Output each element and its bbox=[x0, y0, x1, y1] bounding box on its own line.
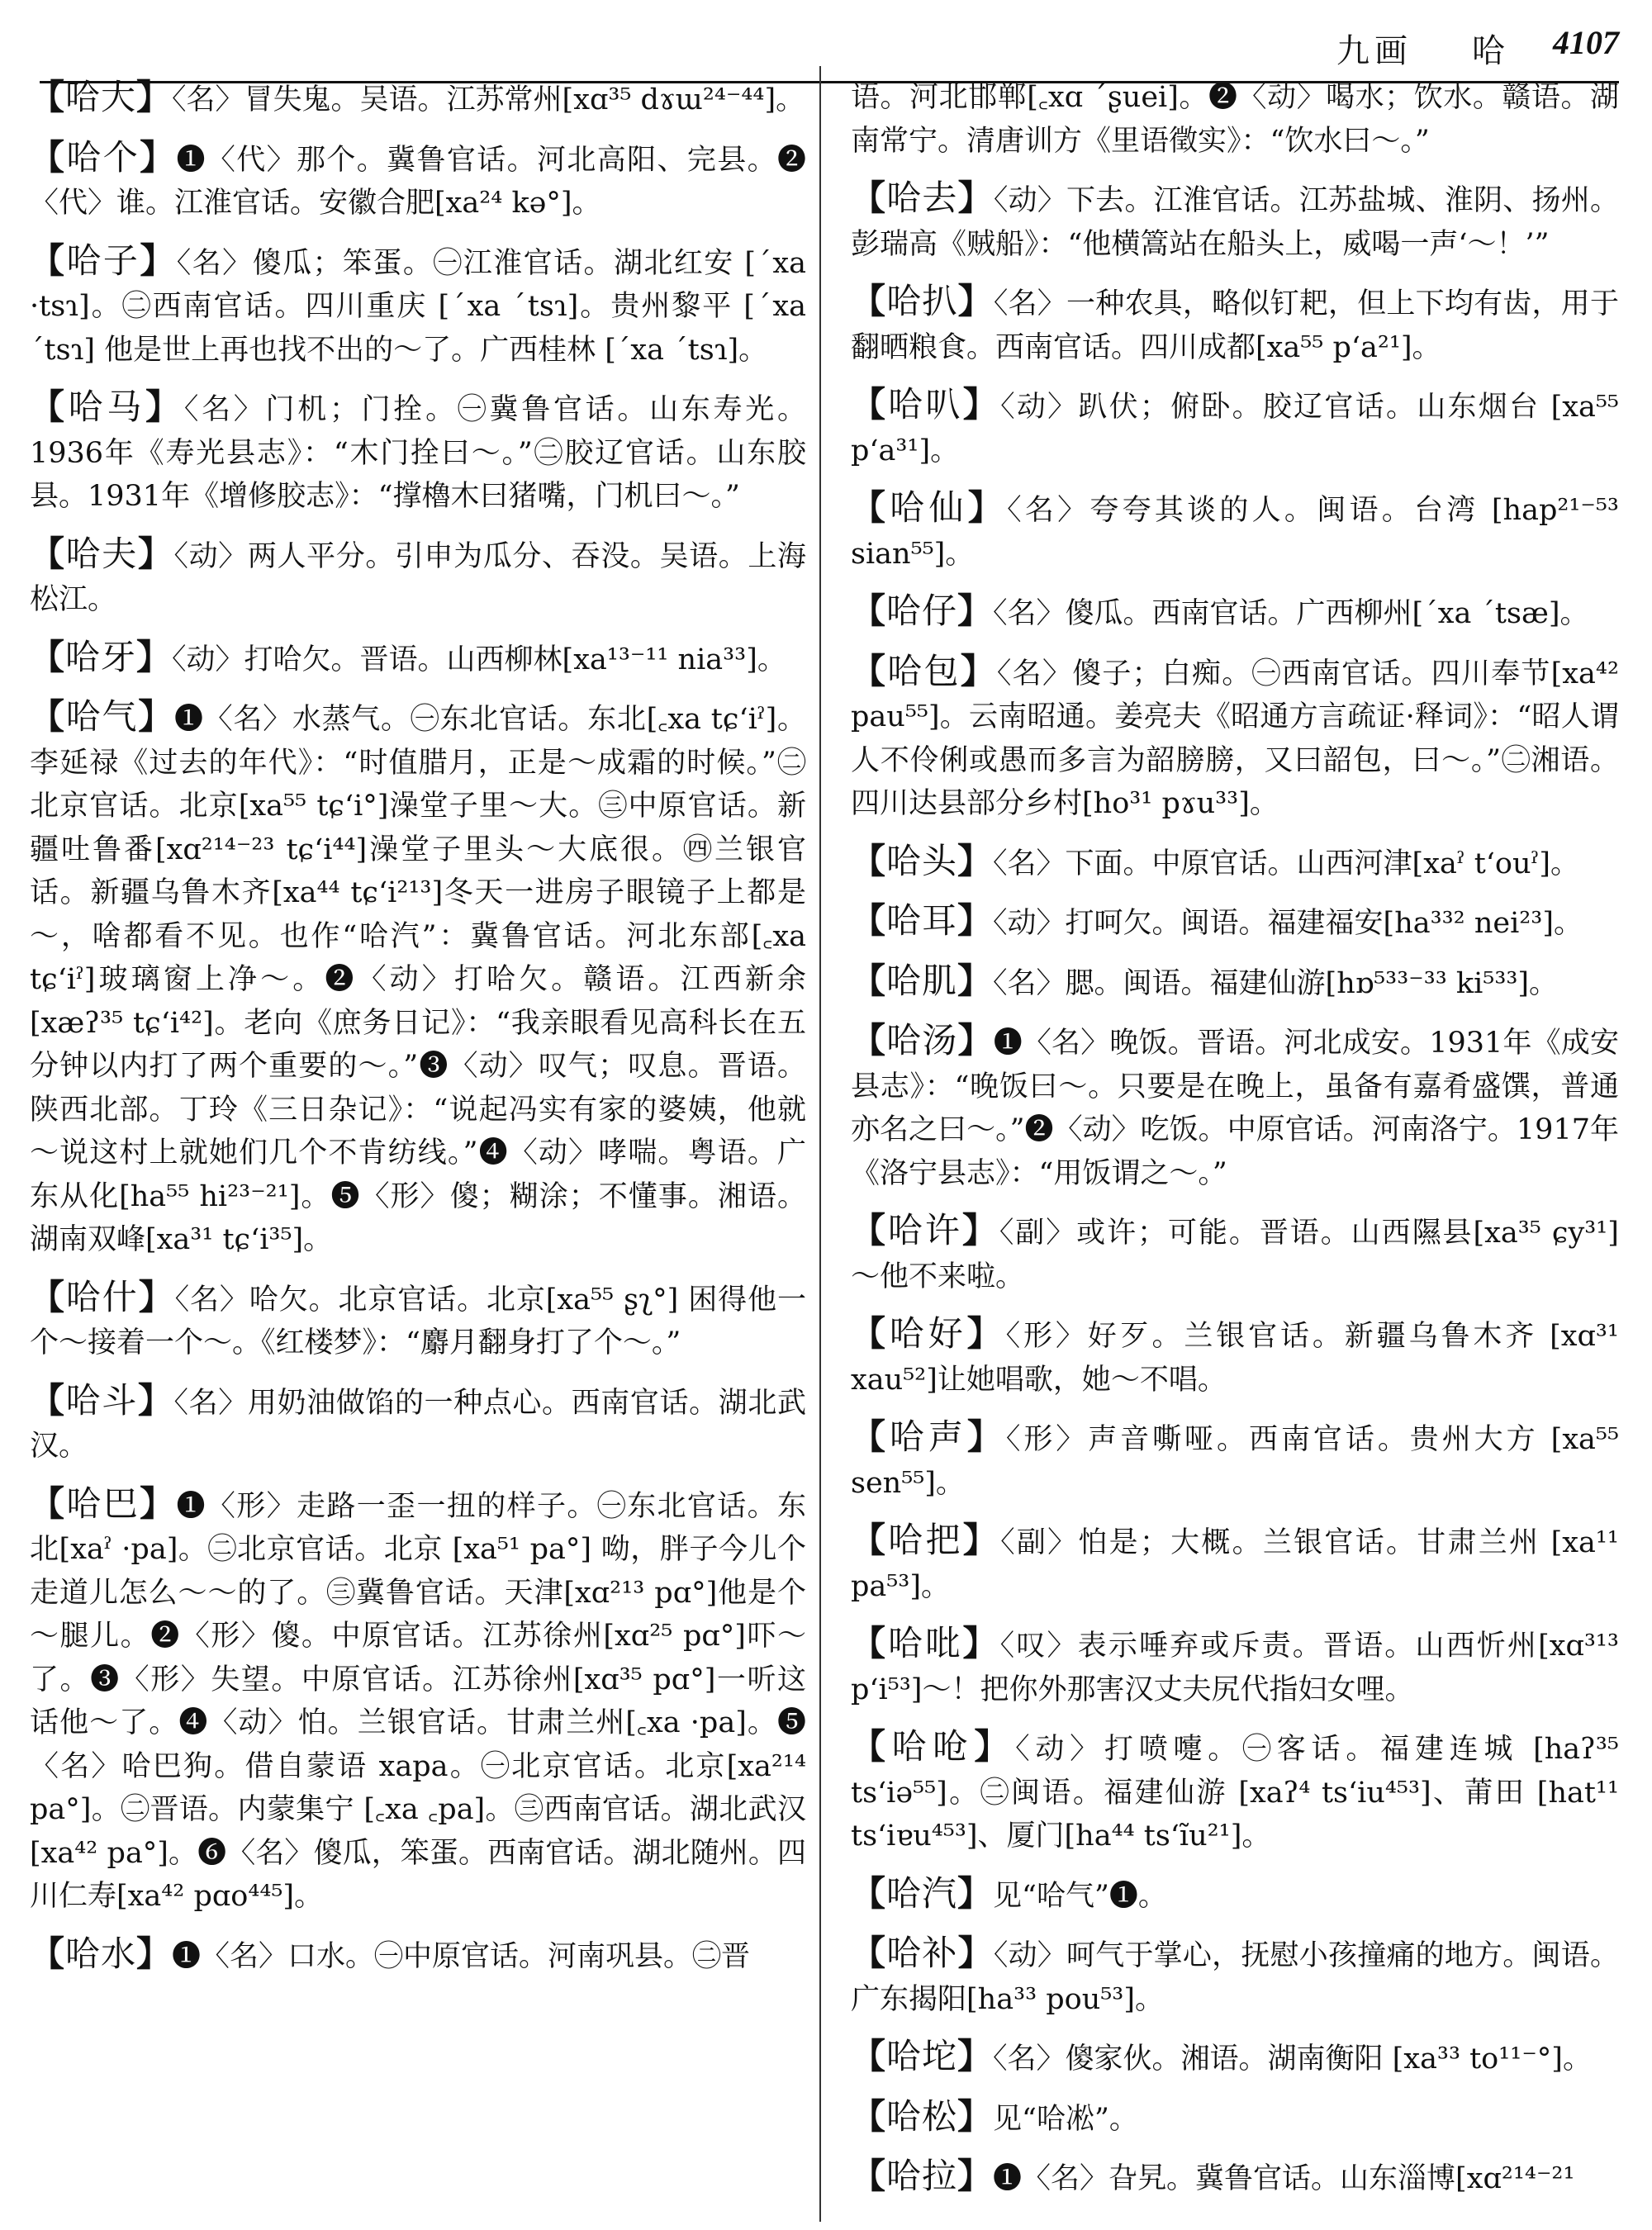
entry-definition: 〈名〉门机；门拴。㊀冀鲁官话。山东寿光。1936年《寿光县志》：“木门拴曰～。”㊁胶辽官话。山东胶县。1931年《增修胶志》：“撑櫓木曰猪嘴，门机曰～。” bbox=[30, 393, 806, 513]
entry-definition: 〈名〉哈欠。北京官话。北京[xa⁵⁵ ʂʅ°] 困得他一个～接着一个～。《红楼梦》：“麝月翻身打了个～。” bbox=[30, 1283, 806, 1359]
dictionary-entry bbox=[851, 1622, 1619, 1711]
dictionary-entry bbox=[851, 1209, 1619, 1298]
dictionary-entry bbox=[851, 177, 1619, 266]
entry-definition: 〈副〉怕是；大概。兰银官话。甘肃兰州 [xa¹¹ pa⁵³]。 bbox=[851, 1526, 1619, 1603]
entry-headword: 【哈叭】 bbox=[851, 384, 1001, 425]
entry-headword: 【哈拉】 bbox=[851, 2156, 994, 2196]
dictionary-entry bbox=[30, 76, 806, 122]
column-divider bbox=[819, 66, 821, 2222]
dictionary-entry bbox=[30, 1379, 806, 1468]
entry-definition: 〈名〉用奶油做馅的一种点心。西南官话。湖北武汉。 bbox=[30, 1386, 806, 1463]
entry-headword: 【哈头】 bbox=[851, 840, 994, 881]
dictionary-entry bbox=[851, 899, 1619, 946]
entry-definition: ❶〈形〉走路一歪一扭的样子。㊀东北官话。东北[xaˀ ·pa]。㊁北京官话。北京 [xa⁵¹ pa°] 呦，胖子今儿个走道儿怎么～～的了。㊂冀鲁官话。天津[xɑ²¹³ pɑ°]他是个～腿儿。❷〈形〉傻。中原官话。江苏徐州[xɑ²⁵ pɑ°]吓～了。❸〈形〉失望。中原官话。江苏徐州[xɑ³⁵ pɑ°]一听这话他～了。❹〈动〉怕。兰银官话。甘肃兰州[꜀xa ·pa]。❺〈名〉哈巴狗。借自蒙语 xapa。㊀北京官话。北京[xa²¹⁴ pa°]。㊁晋语。内蒙集宁 [꜀xa ꜀pa]。㊂西南官话。湖北武汉[xa⁴² pa°]。❻〈名〉傻瓜，笨蛋。西南官话。湖北随州。四川仁寿[xa⁴² pɑo⁴⁴⁵]。 bbox=[30, 1489, 806, 1913]
entry-headword: 【哈汤】 bbox=[851, 1020, 994, 1060]
dictionary-entry bbox=[851, 1019, 1619, 1195]
entry-definition: 〈名〉冒失鬼。吴语。江苏常州[xɑ³⁵ dɤɯ²⁴⁻⁴⁴]。 bbox=[172, 83, 805, 116]
entry-headword: 【哈吡】 bbox=[851, 1623, 1000, 1663]
dictionary-entry bbox=[851, 486, 1619, 576]
entry-headword: 【哈补】 bbox=[851, 1933, 994, 1973]
entry-headword: 【哈气】 bbox=[30, 696, 174, 737]
dictionary-entry bbox=[851, 2035, 1619, 2081]
dictionary-entry bbox=[851, 1872, 1619, 1919]
entry-headword: 【哈声】 bbox=[851, 1416, 1006, 1457]
entry-definition: 〈动〉打哈欠。晋语。山西柳林[xa¹³⁻¹¹ nia³³]。 bbox=[172, 643, 786, 676]
dictionary-entry bbox=[851, 650, 1619, 826]
entry-headword: 【哈牙】 bbox=[30, 636, 173, 677]
dictionary-entry bbox=[30, 533, 806, 622]
dictionary-entry bbox=[851, 76, 1619, 163]
dictionary-entry bbox=[851, 280, 1619, 369]
left-column bbox=[30, 76, 806, 1992]
dictionary-entry bbox=[30, 636, 806, 682]
entry-headword: 【哈许】 bbox=[851, 1210, 999, 1250]
entry-definition: ❶〈名〉口水。㊀中原官话。河南巩县。㊁晋 bbox=[172, 1939, 751, 1973]
entry-headword: 【哈马】 bbox=[30, 387, 184, 427]
entry-definition: 〈动〉两人平分。引申为瓜分、吞没。吴语。上海松江。 bbox=[30, 539, 806, 616]
entry-definition: 〈名〉傻子；白痴。㊀西南官话。四川奉节[xa⁴² pau⁵⁵]。云南昭通。姜亮夫《昭通方言疏证·释词》：“昭人谓人不伶俐或愚而多言为韶膀膀，又曰韶包，曰～。”㊁湘语。四川达县部分乡村[ho³¹ pɤu³³]。 bbox=[851, 657, 1619, 820]
entry-definition: 见“哈凇”。 bbox=[993, 2102, 1138, 2136]
dictionary-entry bbox=[30, 1933, 806, 1979]
entry-definition: ❶〈名〉水蒸气。㊀东北官话。东北[꜀xa tɕʻiˀ]。李延禄《过去的年代》：“时值腊月，正是～成霜的时候。”㊁北京官话。北京[xa⁵⁵ tɕʻi°]澡堂子里～大。㊂中原官话。新疆吐鲁番[xɑ²¹⁴⁻²³ tɕʻi⁴⁴]澡堂子里头～大底很。㊃兰银官话。新疆乌鲁木齐[xa⁴⁴ tɕʻi²¹³]冬天一进房子眼镜子上都是～，啥都看不见。也作“哈汽”：冀鲁官话。河北东部[꜀xa tɕʻiˀ]玻璃窗上净～。❷〈动〉打哈欠。赣语。江西新余[xæʔ³⁵ tɕʻi⁴²]。老向《庶务日记》：“我亲眼看见高科长在五分钟以内打了两个重要的～。”❸〈动〉叹气；叹息。晋语。陕西北部。丁玲《三日杂记》：“说起冯实有家的婆姨，他就～说这村上就她们几个不肯纺线。”❹〈动〉哮喘。粤语。广东从化[ha⁵⁵ hi²³⁻²¹]。❺〈形〉傻；糊涂；不懂事。湘语。湖南双峰[xa³¹ tɕʻi³⁵]。 bbox=[30, 703, 806, 1256]
entry-headword: 【哈仙】 bbox=[851, 487, 1008, 528]
dictionary-entry bbox=[30, 386, 806, 519]
entry-definition: 〈动〉打呵欠。闽语。福建福安[ha³³² nei²³]。 bbox=[993, 907, 1583, 940]
entry-headword: 【哈好】 bbox=[851, 1313, 1006, 1354]
entry-definition: 〈名〉一种农具，略似钉耙，但上下均有齿，用于翻晒粮食。西南官话。四川成都[xa⁵⁵ pʻa²¹]。 bbox=[851, 287, 1619, 364]
entry-headword: 【哈把】 bbox=[851, 1520, 1001, 1560]
dictionary-entry bbox=[851, 1932, 1619, 2021]
entry-definition: 〈副〉或许；可能。晋语。山西隰县[xa³⁵ ɕy³¹] ～他不来啦。 bbox=[851, 1217, 1619, 1293]
dictionary-entry bbox=[851, 2095, 1619, 2142]
dictionary-entry bbox=[30, 240, 806, 372]
entry-headword: 【哈耳】 bbox=[851, 900, 994, 941]
dictionary-entry bbox=[30, 1483, 806, 1919]
entry-definition: 见“哈气”❶。 bbox=[993, 1879, 1167, 1913]
entry-definition: 〈动〉趴伏；俯卧。胶辽官话。山东烟台 [xa⁵⁵ pʻa³¹]。 bbox=[851, 391, 1619, 467]
entry-headword: 【哈肌】 bbox=[851, 960, 994, 1001]
dictionary-entry bbox=[851, 2155, 1619, 2201]
entry-definition: 〈名〉下面。中原官话。山西河津[xaˀ tʻouˀ]。 bbox=[993, 847, 1580, 880]
dictionary-entry bbox=[851, 590, 1619, 636]
entry-headword: 【哈扒】 bbox=[851, 281, 994, 321]
entry-headword: 【哈夫】 bbox=[30, 533, 174, 574]
entry-headword: 【哈子】 bbox=[30, 240, 177, 281]
dictionary-entry bbox=[851, 1725, 1619, 1858]
entry-definition: 〈名〉腮。闽语。福建仙游[hɒ⁵³³⁻³³ ki⁵³³]。 bbox=[993, 966, 1559, 1000]
entry-definition: 语。河北邯郸[꜀xɑ ˊʂuei]。❷〈动〉喝水；饮水。赣语。湖南常宁。清唐训方《里语徵实》：“饮水曰～。” bbox=[851, 81, 1619, 158]
entry-headword: 【哈包】 bbox=[851, 650, 997, 691]
dictionary-entry bbox=[851, 960, 1619, 1006]
dictionary-entry bbox=[851, 1312, 1619, 1402]
entry-headword: 【哈水】 bbox=[30, 1933, 173, 1974]
entry-headword: 【哈个】 bbox=[30, 136, 177, 178]
entry-headword: 【哈巴】 bbox=[30, 1483, 177, 1524]
entry-definition: 〈动〉呵气于掌心，抚慰小孩撞痛的地方。闽语。广东揭阳[ha³³ pou⁵³]。 bbox=[851, 1939, 1619, 2016]
entry-headword: 【哈仔】 bbox=[851, 591, 994, 631]
entry-definition: 〈名〉夸夸其谈的人。闽语。台湾 [hap²¹⁻⁵³ sian⁵⁵]。 bbox=[851, 494, 1619, 571]
entry-definition: ❶〈名〉晚饭。晋语。河北成安。1931年《成安县志》：“晚饭曰～。只要是在晚上，虽备有嘉肴盛馔，普通亦名之曰～。”❷〈动〉吃饭。中原官话。河南洛宁。1917年《洛宁县志》：“用饭谓之～。” bbox=[851, 1027, 1619, 1190]
entry-definition: 〈形〉声音嘶哑。西南官话。贵州大方 [xa⁵⁵ sen⁵⁵]。 bbox=[851, 1423, 1619, 1500]
entry-definition: 〈动〉下去。江淮官话。江苏盐城、淮阴、扬州。彭瑞高《贼船》：“他横篙站在船头上，威喝一声‘～！’” bbox=[851, 184, 1619, 261]
entry-headword: 【哈斗】 bbox=[30, 1379, 174, 1421]
section-title: 九画 bbox=[1336, 32, 1412, 70]
entry-definition: 〈形〉好歹。兰银官话。新疆乌鲁木齐 [xɑ³¹ xau⁵²]让她唱歌，她～不唱。 bbox=[851, 1320, 1619, 1397]
entry-definition: 〈名〉傻瓜。西南官话。广西柳州[ˊxa ˊtsæ]。 bbox=[993, 597, 1589, 630]
entry-definition: ❶〈代〉那个。冀鲁官话。河北高阳、完县。❷〈代〉谁。江淮官话。安徽合肥[xa²⁴ kə°]。 bbox=[30, 143, 806, 220]
page-number: 4107 bbox=[1553, 24, 1619, 61]
entry-headword: 【哈坨】 bbox=[851, 2036, 994, 2076]
dictionary-entry bbox=[851, 1416, 1619, 1505]
right-column bbox=[851, 76, 1619, 2215]
header-character: 哈 bbox=[1472, 32, 1505, 70]
dictionary-entry bbox=[851, 383, 1619, 472]
entry-headword: 【哈呛】 bbox=[851, 1726, 1016, 1767]
dictionary-entry bbox=[851, 840, 1619, 886]
entry-headword: 【哈去】 bbox=[851, 178, 994, 218]
entry-headword: 【哈什】 bbox=[30, 1276, 175, 1317]
dictionary-entry bbox=[30, 136, 806, 225]
entry-definition: ❶〈名〉旮旯。冀鲁官话。山东淄博[xɑ²¹⁴⁻²¹ bbox=[993, 2162, 1575, 2195]
entry-headword: 【哈汽】 bbox=[851, 1872, 994, 1914]
page-header bbox=[0, 18, 1652, 76]
entry-definition: 〈叹〉表示唾弃或斥责。晋语。山西忻州[xɑ³¹³ pʻi⁵³]～！把你外那害汉丈夫尻代指妇女哩。 bbox=[851, 1630, 1619, 1706]
entry-definition: 〈名〉傻家伙。湘语。湖南衡阳 [xa³³ to¹¹⁻°]。 bbox=[993, 2043, 1592, 2076]
dictionary-entry bbox=[30, 1276, 806, 1365]
entry-definition: 〈动〉打喷嚏。㊀客话。福建连城 [haʔ³⁵ tsʻiə⁵⁵]。㊁闽语。福建仙游 [xaʔ⁴ tsʻiu⁴⁵³]、莆田 [hat¹¹ tsʻiɐu⁴⁵³]、厦门[ha⁴⁴ tsʻĩu²¹]。 bbox=[851, 1733, 1619, 1853]
dictionary-entry bbox=[851, 1519, 1619, 1608]
entry-definition: 〈名〉傻瓜；笨蛋。㊀江淮官话。湖北红安 [ˊxa ·tsɿ]。㊁西南官话。四川重庆 [ˊxa ˊtsɿ]。贵州黎平 [ˊxa ˊtsɿ] 他是世上再也找不出的～了。广西桂林 [ˊxa ˊtsɿ]。 bbox=[30, 246, 806, 367]
entry-headword: 【哈松】 bbox=[851, 2095, 994, 2137]
entry-headword: 【哈大】 bbox=[30, 77, 173, 117]
dictionary-entry bbox=[30, 695, 806, 1262]
